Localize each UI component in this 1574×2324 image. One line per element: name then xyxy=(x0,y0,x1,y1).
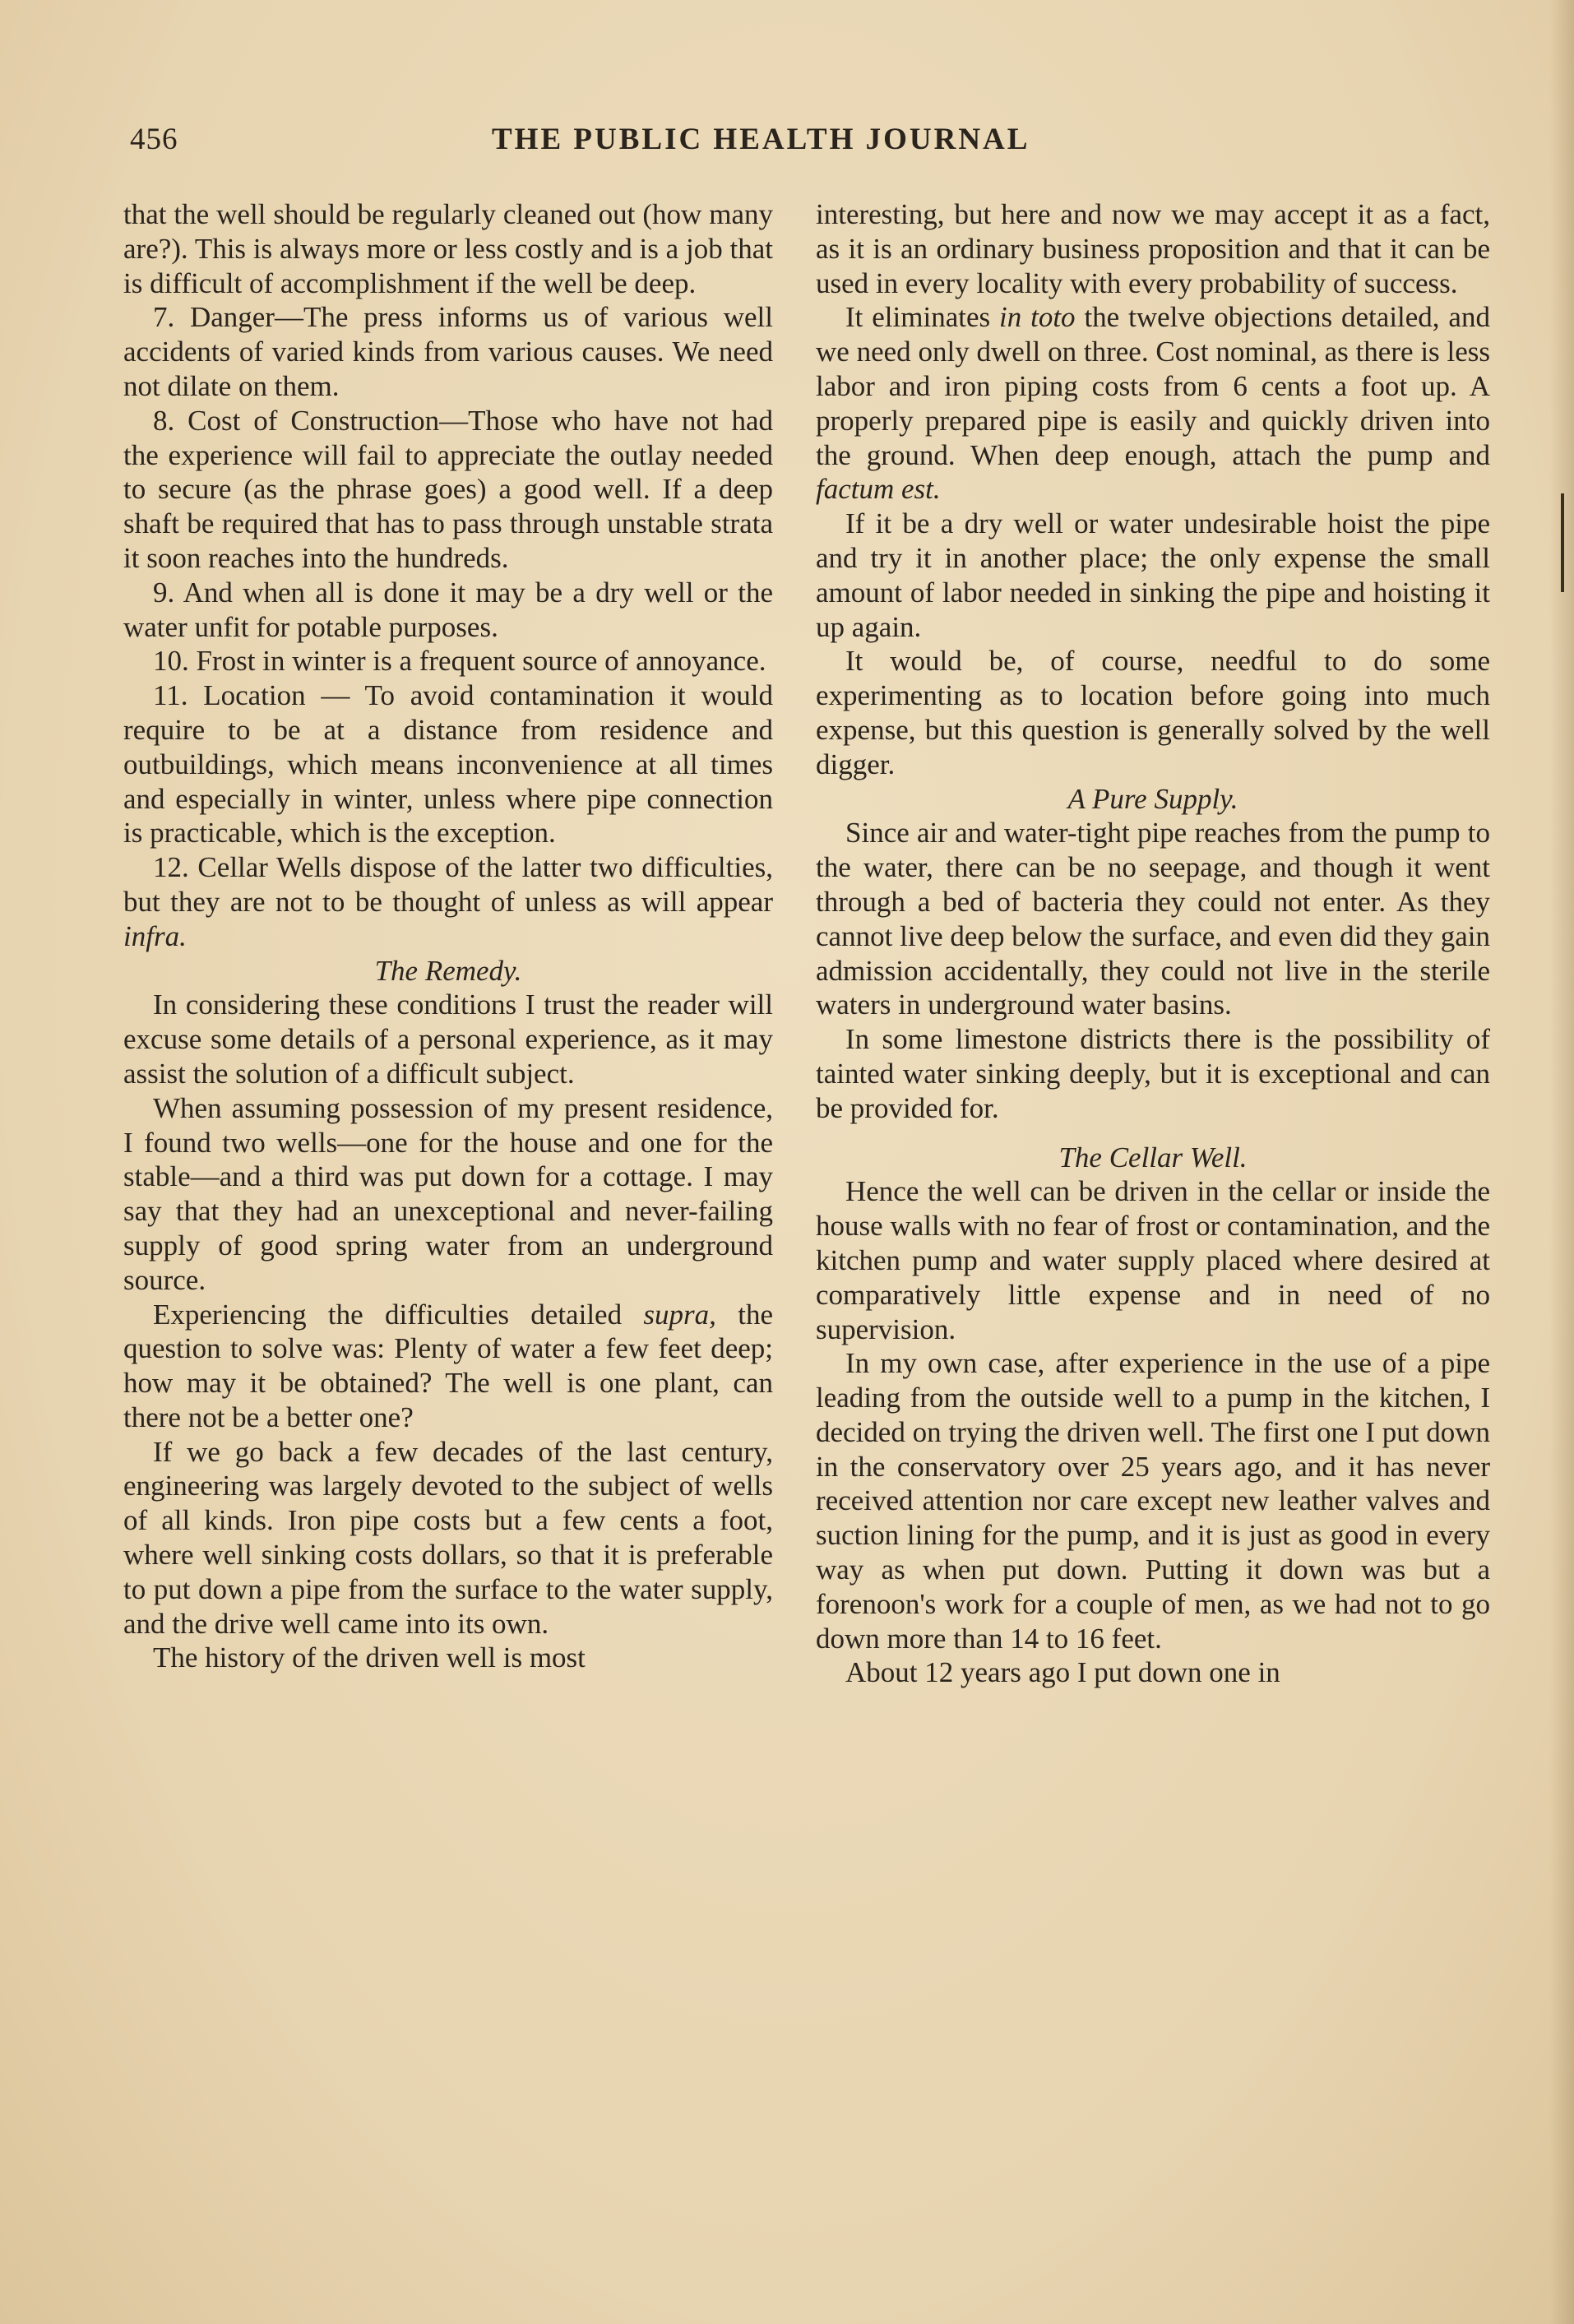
paragraph-text: Experiencing the difficulties detailed xyxy=(153,1298,644,1331)
paragraph xyxy=(123,1298,773,1435)
paragraph-text: It eliminates xyxy=(845,301,999,334)
page-edge-shadow xyxy=(1549,0,1574,2324)
paragraph: interesting, but here and now we may accept it as a fact, as it is an ordinary business proposition and that it can be used in every locality with every probability of success. xyxy=(816,198,1490,299)
journal-title: THE PUBLIC HEALTH JOURNAL xyxy=(492,123,1030,156)
paragraph: If we go back a few decades of the last century, engineering was largely devoted to the subject of wells of all kinds. Iron pipe costs but a few cents a foot, where well sinking costs dollars, so that it is preferable to put down a pipe from the surface to the water supply, and the drive well came into its own. xyxy=(123,1435,773,1640)
paragraph: In considering these conditions I trust the reader will excuse some details of a personal experience, as it may assist the solution of a difficult subject. xyxy=(123,988,773,1090)
paragraph: 10. Frost in winter is a frequent source of annoyance. xyxy=(153,645,766,678)
right-column xyxy=(816,197,1490,1690)
paragraph-text: the twelve objections detailed, and we need only dwell on three. Cost nominal, as there is less labor and iron piping costs from 6 cents a foot up. A properly prepared pipe is easily and quickly driven into the ground. When deep enough, attach the pump and xyxy=(816,301,1490,471)
paragraph: In my own case, after experience in the use of a pipe leading from the outside well to a pump in the kitchen, I decided on trying the driven well. The first one I put down in the conservatory over 25 years ago, and it has never received attention nor care except new leather valves and suction lining for the pump, and it is just as good in every way as when put down. Putting it down was but a forenoon's work for a couple of men, as we had not to go down more than 14 to 16 feet. xyxy=(816,1347,1490,1655)
paragraph: When assuming possession of my present residence, I found two wells—one for the house and one for the stable—and a third was put down for a cottage. I may say that they had an unexceptional and never-failing supply of good spring water from an underground source. xyxy=(123,1091,773,1296)
section-heading-cellar-well: The Cellar Well. xyxy=(1058,1141,1248,1174)
left-column xyxy=(123,197,773,1675)
paragraph: that the well should be regularly cleaned out (how many are?). This is always more or less costly and is a job that is difficult of accomplishment if the well be deep. xyxy=(123,198,773,299)
italic-term: factum est. xyxy=(816,473,941,506)
italic-term: in toto xyxy=(999,301,1076,334)
italic-term: infra. xyxy=(123,919,187,952)
paragraph: 9. And when all is done it may be a dry well or the water unfit for potable purposes. xyxy=(123,576,773,643)
paragraph: About 12 years ago I put down one in xyxy=(845,1656,1280,1689)
paragraph: 11. Location — To avoid contamination it would require to be at a distance from residence and outbuildings, which means inconvenience at all times and especially in winter, unless where pipe connection is practicable, which is the exception. xyxy=(123,679,773,850)
page-header xyxy=(130,122,1485,161)
paragraph: In some limestone districts there is the possibility of tainted water sinking deeply, but it is exceptional and can be provided for. xyxy=(816,1023,1490,1124)
paragraph: 7. Danger—The press informs us of various well accidents of varied kinds from various causes. We need not dilate on them. xyxy=(123,301,773,402)
paragraph: If it be a dry well or water undesirable hoist the pipe and try it in another place; the only expense the small amount of labor needed in sinking the pipe and hoisting it up again. xyxy=(816,507,1490,643)
paragraph: Since air and water-tight pipe reaches from the pump to the water, there can be no seepage, and though it went through a bed of bacteria they could not enter. As they cannot live deep below the surface, and even did they gain admission accidentally, they could not live in the sterile waters in underground water basins. xyxy=(816,817,1490,1021)
paragraph: It would be, of course, needful to do some experimenting as to location before going into much expense, but this question is generally solved by the well digger. xyxy=(816,645,1490,780)
paragraph-text: the question to solve was: Plenty of water a few feet deep; how may it be obtained? The well is one plant, can there not be a better one? xyxy=(123,1298,773,1433)
section-heading-pure-supply: A Pure Supply. xyxy=(1067,782,1238,815)
page-number: 456 xyxy=(130,123,178,156)
section-heading-remedy: The Remedy. xyxy=(374,954,522,987)
page-edge-mark xyxy=(1561,493,1564,592)
paragraph: 8. Cost of Construction—Those who have not had the experience will fail to appreciate the outlay needed to secure (as the phrase goes) a good well. If a deep shaft be required that has to pass through unstable strata it soon reaches into the hundreds. xyxy=(123,404,773,574)
italic-term: supra, xyxy=(643,1298,716,1331)
paragraph: Hence the well can be driven in the cellar or inside the house walls with no fear of frost or contamination, and the kitchen pump and water supply placed where desired at comparatively little expense and in need of no supervision. xyxy=(816,1175,1490,1345)
paragraph-text: 12. Cellar Wells dispose of the latter two difficulties, but they are not to be thought of unless as will appear xyxy=(123,851,773,918)
paragraph: The history of the driven well is most xyxy=(153,1641,586,1674)
paragraph xyxy=(816,300,1490,507)
paragraph xyxy=(123,850,773,953)
